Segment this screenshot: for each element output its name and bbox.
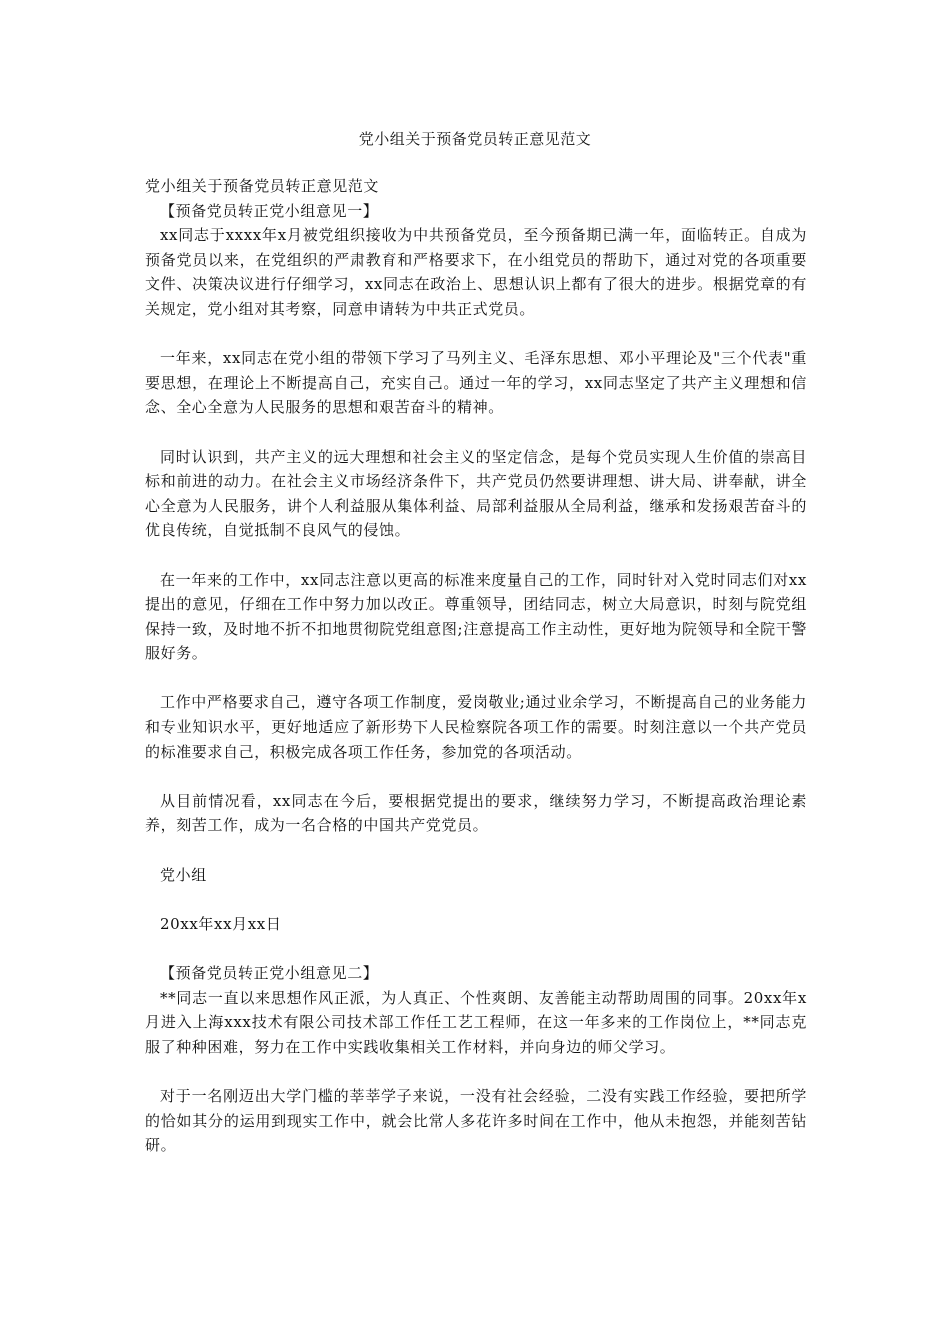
body-paragraph: 工作中严格要求自己，遵守各项工作制度，爱岗敬业;通过业余学习，不断提高自己的业务能力和专业知识水平，更好地适应了新形势下人民检察院各项工作的需要。时刻注意以一个共产党员的标准要求自己，积极完成各项工作任务，参加党的各项活动。 (145, 693, 807, 761)
body-paragraph: **同志一直以来思想作风正派，为人真正、个性爽朗、友善能主动帮助周围的同事。20xx年x月进入上海xxx技术有限公司技术部工作任工艺工程师，在这一年多来的工作岗位上，**同志克服了种种困难，努力在工作中实践收集相关工作材料，并向身边的师父学习。 (145, 988, 807, 1056)
section-label: 【预备党员转正党小组意见二】 (160, 964, 379, 982)
section-label: 【预备党员转正党小组意见一】 (160, 201, 379, 220)
document-title: 党小组关于预备党员转正意见范文 (358, 130, 592, 148)
document-body (145, 174, 807, 1158)
signature: 党小组 (160, 865, 207, 884)
document-heading: 党小组关于预备党员转正意见范文 (145, 177, 380, 195)
body-paragraph: 同时认识到，共产主义的远大理想和社会主义的坚定信念，是每个党员实现人生价值的崇高目标和前进的动力。在社会主义市场经济条件下，共产党员仍然要讲理想、讲大局、讲奉献，讲全心全意为人民服务，讲个人利益服从集体利益、局部利益服从全局利益，继承和发扬艰苦奋斗的优良传统，自觉抵制不良风气的侵蚀。 (145, 447, 807, 540)
body-paragraph: 在一年来的工作中，xx同志注意以更高的标准来度量自己的工作，同时针对入党时同志们对xx提出的意见，仔细在工作中努力加以改正。尊重领导，团结同志，树立大局意识，时刻与院党组保持一致，及时地不折不扣地贯彻院党组意图;注意提高工作主动性，更好地为院领导和全院干警服好务。 (145, 570, 807, 663)
body-paragraph: 从目前情况看，xx同志在今后，要根据党提出的要求，继续努力学习，不断提高政治理论素养，刻苦工作，成为一名合格的中国共产党党员。 (145, 791, 807, 835)
body-paragraph: 一年来，xx同志在党小组的带领下学习了马列主义、毛泽东思想、邓小平理论及"三个代表"重要思想，在理论上不断提高自己，充实自己。通过一年的学习，xx同志坚定了共产主义理想和信念、全心全意为人民服务的思想和艰苦奋斗的精神。 (145, 349, 807, 417)
body-paragraph: 对于一名刚迈出大学门槛的莘莘学子来说，一没有社会经验，二没有实践工作经验，要把所学的恰如其分的运用到现实工作中，就会比常人多花许多时间在工作中，他从未抱怨，并能刻苦钻研。 (145, 1086, 807, 1155)
body-paragraph: xx同志于xxxx年x月被党组织接收为中共预备党员，至今预备期已满一年，面临转正。自成为预备党员以来，在党组织的严肃教育和严格要求下，在小组党员的帮助下，通过对党的各项重要文件、决策决议进行仔细学习，xx同志在政治上、思想认识上都有了很大的进步。根据党章的有关规定，党小组对其考察，同意申请转为中共正式党员。 (145, 226, 807, 318)
date: 20xx年xx月xx日 (160, 914, 282, 933)
